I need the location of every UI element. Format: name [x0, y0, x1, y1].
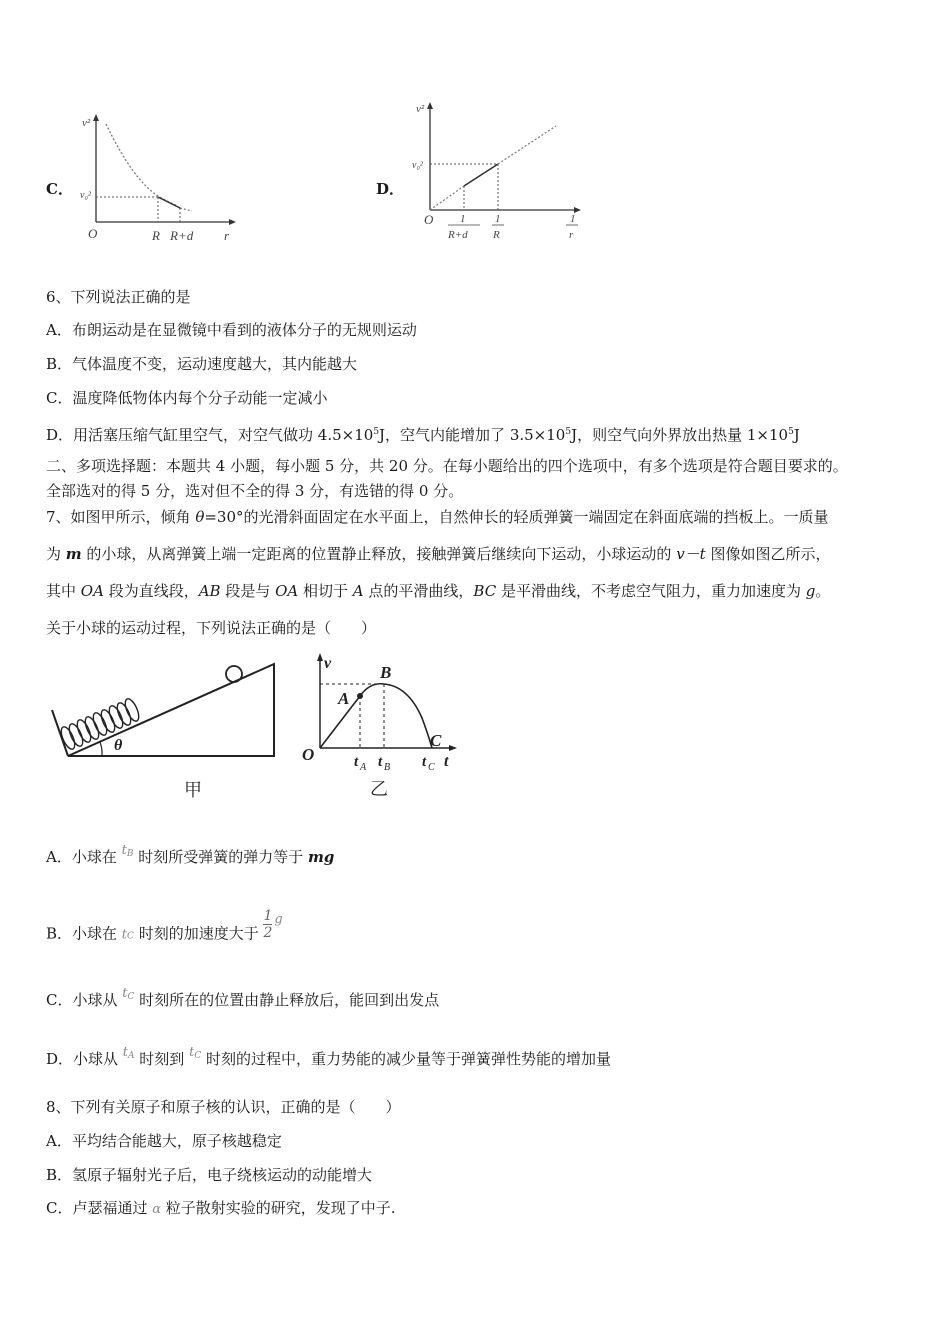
- q8-stem: 8、下列有关原子和原子核的认识，正确的是（ ）: [46, 1098, 401, 1116]
- svg-text:B: B: [384, 762, 391, 773]
- graph-d-origin: O: [424, 212, 434, 227]
- point-b: B: [380, 663, 392, 682]
- graph-c-xlabel: r: [224, 228, 230, 243]
- graph-d-xtick2-num: 1: [495, 213, 501, 225]
- q7-option-c: C．小球从 $t^C$ 时刻所在的位置由静止释放后，能回到出发点: [46, 986, 440, 1009]
- caption-jia: 甲: [184, 780, 202, 800]
- graph-d-xlabel-den: r: [569, 229, 574, 241]
- graph-c-origin: O: [88, 226, 98, 241]
- axis-v: v: [324, 655, 332, 672]
- graph-d-xtick2-den: R: [493, 229, 500, 241]
- section2-heading-line1: 二、多项选择题：本题共 4 小题，每小题 5 分，共 20 分。在每小题给出的四个选项中，有多个选项是符合题目要求的。: [46, 457, 848, 475]
- q6-stem: 6、下列说法正确的是: [46, 288, 191, 306]
- q6-option-d: D．用活塞压缩气缸里空气，对空气做功 $4.5\times 10^5J$，空气内能增加了 $3.5\times 10^5J$，则空气向外界放出热量 $1\times 10^5J$: [46, 426, 800, 444]
- figure-jia: [46, 660, 286, 805]
- q8-option-b: B．氢原子辐射光子后，电子绕核运动的动能增大: [46, 1166, 373, 1184]
- q7-line1: 7、如图甲所示，倾角 θ=30°的光滑斜面固定在水平面上，自然伸长的轻质弹簧一端固定在斜面底端的挡板上。一质量: [46, 508, 829, 526]
- graph-c-xtick-r: R: [152, 228, 160, 243]
- q7-option-d: D．小球从 $t^A$ 时刻到 $t^C$ 时刻的过程中，重力势能的减少量等于弹簧弹性势能的增加量: [46, 1045, 611, 1068]
- tick-tb: t: [378, 754, 383, 770]
- angle-theta: θ: [114, 737, 123, 754]
- graph-c-ytick: v₀²: [80, 190, 91, 201]
- q7-line4: 关于小球的运动过程，下列说法正确的是（ ）: [46, 619, 377, 637]
- graph-c: [78, 110, 248, 245]
- axis-t: t: [444, 753, 449, 770]
- q7-line3: 其中 OA 段为直线段，AB 段是与 OA 相切于 A 点的平滑曲线，BC 是平滑曲线，不考虑空气阻力，重力加速度为 g。: [46, 582, 831, 600]
- q8-option-c: C．卢瑟福通过 α 粒子散射实验的研究，发现了中子.: [46, 1199, 396, 1217]
- option-c-label: C．: [46, 180, 73, 198]
- q6-option-b: B．气体温度不变，运动速度越大，其内能越大: [46, 355, 358, 373]
- q6-option-c: C．温度降低物体内每个分子动能一定减小: [46, 389, 328, 407]
- q7-line2: 为 m 的小球，从离弹簧上端一定距离的位置静止释放，接触弹簧后继续向下运动，小球运动的 v－t 图像如图乙所示，: [46, 545, 831, 563]
- tick-ta: t: [354, 754, 359, 770]
- graph-d-xlabel-num: 1: [570, 213, 576, 225]
- q7-option-a: A．小球在 $t^B$ 时刻所受弹簧的弹力等于 mg: [46, 843, 335, 866]
- graph-d-xtick1-num: 1: [460, 213, 466, 225]
- graph-d-xtick1-den: R+d: [448, 229, 468, 241]
- section2-heading-line2: 全部选对的得 5 分，选对但不全的得 3 分，有选错的得 0 分。: [46, 482, 464, 500]
- q8-option-a: A．平均结合能越大，原子核越稳定: [46, 1132, 282, 1150]
- point-c: C: [430, 731, 442, 750]
- q6-option-a: A．布朗运动是在显微镜中看到的液体分子的无规则运动: [46, 321, 417, 339]
- q7-option-b: B．小球在 tC 时刻的加速度大于 $\frac{1}{2}$ g: [46, 908, 283, 943]
- graph-c-ylabel: v²: [82, 117, 91, 129]
- tick-tc: t: [422, 754, 427, 770]
- ball: [226, 666, 242, 682]
- option-d-label: D．: [376, 180, 405, 198]
- svg-text:C: C: [428, 762, 435, 773]
- svg-text:A: A: [360, 762, 367, 773]
- graph-d-ylabel: v²: [416, 103, 425, 115]
- origin-o: O: [302, 745, 315, 764]
- graph-d: [408, 98, 588, 248]
- graph-c-xtick-rd: R+d: [170, 228, 194, 243]
- figure-yi: [298, 648, 468, 808]
- point-a: A: [338, 689, 350, 708]
- caption-yi: 乙: [370, 779, 388, 799]
- graph-d-ytick: v₀²: [412, 160, 423, 171]
